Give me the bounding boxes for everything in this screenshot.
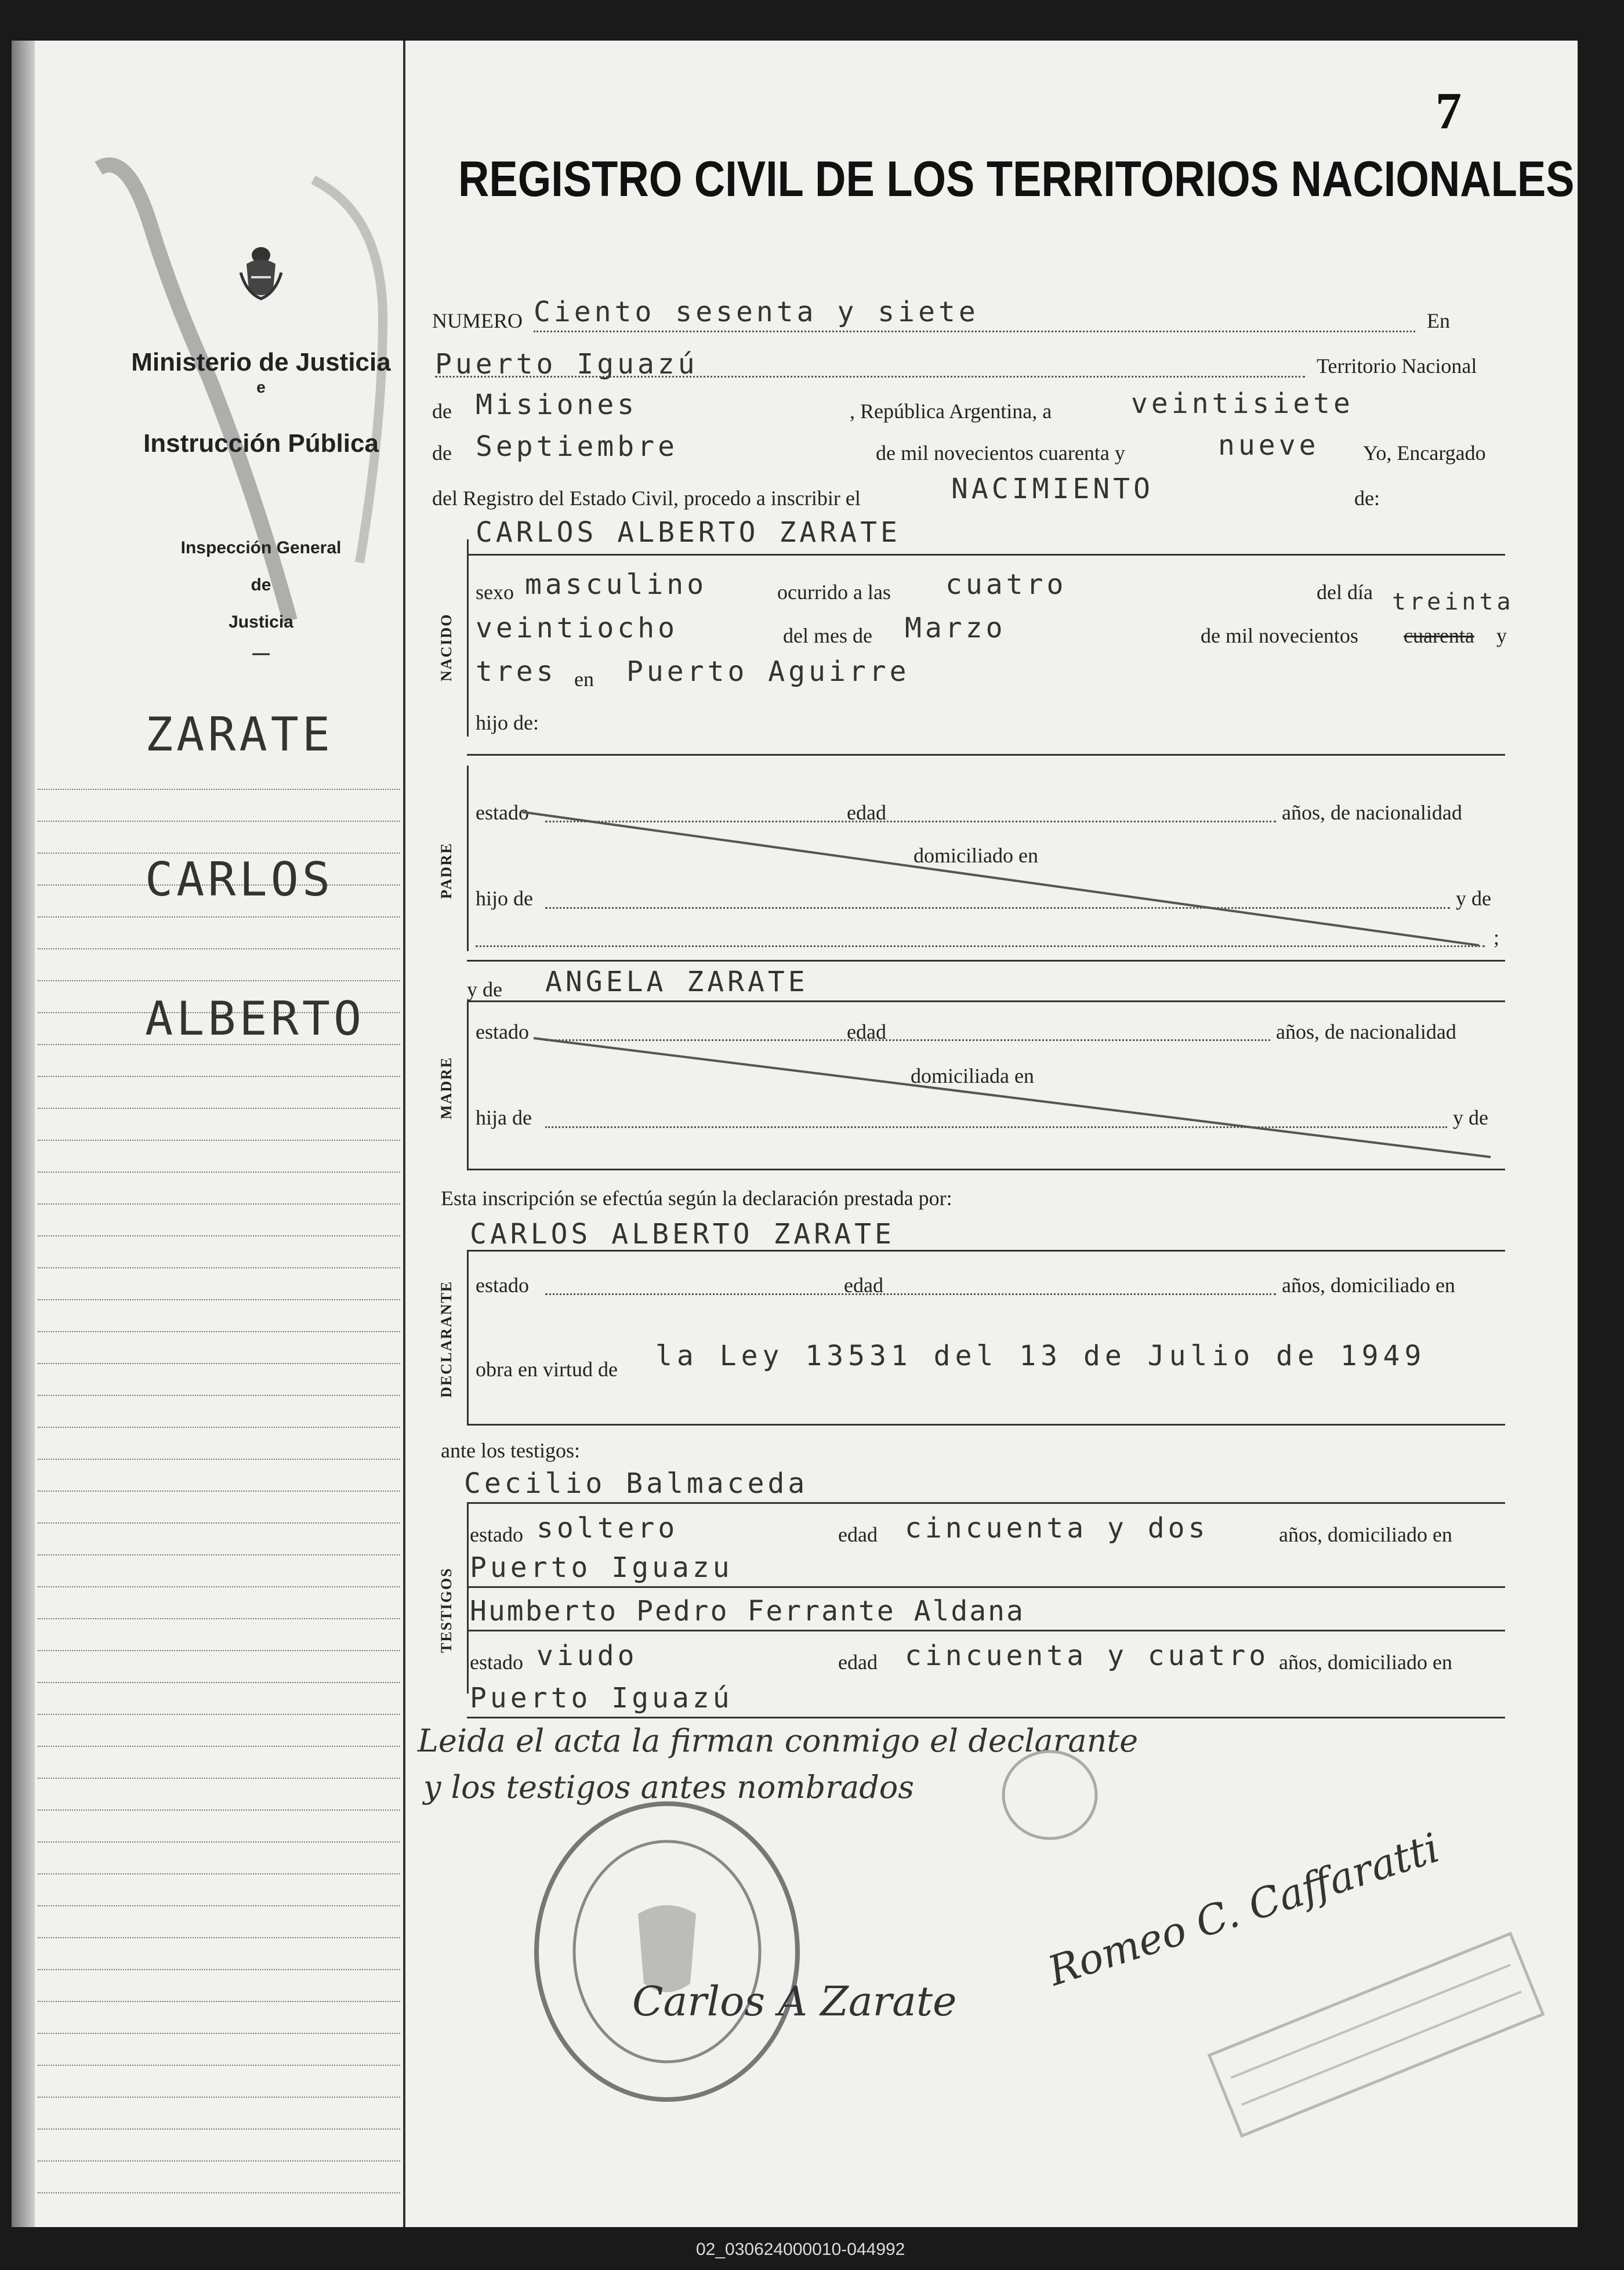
padre-hijo-label: hijo de [476, 887, 533, 910]
section-bracket [467, 1000, 469, 1169]
margin-rule [38, 1810, 400, 1811]
margin-rule [38, 2128, 400, 2130]
margin-rule [38, 2097, 400, 2098]
sexo-label: sexo [476, 581, 514, 604]
section-rule [467, 754, 1505, 756]
margin-rule [38, 1299, 400, 1300]
margin-rule [38, 2001, 400, 2002]
margin-rule [38, 948, 400, 949]
fill-line [534, 331, 1415, 332]
day-value: veintisiete [1131, 387, 1354, 420]
margin-rule [38, 1905, 400, 1906]
margin-rule [38, 1522, 400, 1524]
margin-rule [38, 1108, 400, 1109]
margin-rule [38, 1427, 400, 1428]
fill-line [545, 1293, 1276, 1295]
de2-label: de [432, 441, 452, 465]
section-rule [467, 554, 1505, 556]
w1-edad-label: edad [838, 1523, 878, 1546]
margin-rule [38, 1076, 400, 1077]
margin-rule [38, 980, 400, 981]
margin-rule [38, 1491, 400, 1492]
w2-estado-value: viudo [536, 1640, 638, 1672]
birth-year-value: tres [476, 655, 557, 688]
section-bracket [467, 1250, 469, 1424]
republica-label: , República Argentina, a [850, 400, 1052, 423]
territory-value: Misiones [476, 389, 638, 421]
section-rule [467, 1000, 1505, 1002]
margin-surname: ZARATE [145, 708, 334, 761]
register-page [12, 41, 1578, 2227]
margin-rule [38, 1363, 400, 1364]
section-rule [467, 1586, 1505, 1588]
madre-hija-label: hija de [476, 1106, 532, 1129]
margin-rule [38, 1778, 400, 1779]
book-binding [12, 41, 35, 2227]
mes-label: del mes de [783, 624, 872, 647]
de3-label: de: [1354, 487, 1380, 510]
margin-rule [38, 1618, 400, 1619]
margin-first-name: CARLOS [145, 853, 334, 906]
hijo-label: hijo de: [476, 711, 539, 734]
year-correction: treinta [1392, 589, 1514, 615]
padre-anios-label: años, de nacionalidad [1282, 801, 1462, 824]
w2-edad-label: edad [838, 1651, 878, 1674]
margin-rule [38, 1235, 400, 1236]
padre-y-de-label: y de [1456, 887, 1491, 910]
faint-seal [998, 1746, 1102, 1844]
birth-month-value: Marzo [905, 612, 1006, 644]
inspection-dash: — [252, 644, 270, 663]
declarante-edad-label: edad [844, 1274, 883, 1297]
numero-value: Ciento sesenta y siete [534, 296, 979, 328]
margin-rule [38, 2065, 400, 2066]
testigos-intro: ante los testigos: [441, 1439, 580, 1462]
ministry-e: e [256, 378, 266, 396]
w2-place: Puerto Iguazú [470, 1682, 733, 1714]
section-rule [467, 1717, 1505, 1718]
madre-y-de-label: y de [467, 978, 502, 1001]
madre-anios-label: años, de nacionalidad [1276, 1020, 1456, 1043]
madre-y-de2-label: y de [1453, 1106, 1488, 1129]
margin-rule [38, 1841, 400, 1843]
year-value: nueve [1218, 429, 1320, 462]
registry-seal [528, 1798, 806, 2105]
dia-label: del día [1317, 581, 1373, 604]
nacido-name: CARLOS ALBERTO ZARATE [476, 516, 901, 549]
birth-year-label: de mil novecientos [1201, 624, 1358, 647]
obra-label: obra en virtud de [476, 1358, 618, 1381]
act-value: NACIMIENTO [951, 473, 1154, 505]
margin-rule [38, 1172, 400, 1173]
padre-domiciliado-label: domiciliado en [913, 844, 1038, 867]
margin-rule [38, 789, 400, 790]
margin-rule [38, 1969, 400, 1970]
margin-second-name: ALBERTO [145, 992, 365, 1046]
margin-rule [38, 1746, 400, 1747]
ministry-line1: Ministerio de Justicia [131, 348, 391, 376]
struck-word: cuarenta [1404, 624, 1474, 647]
madre-name: ANGELA ZARATE [545, 966, 809, 998]
w2-name: Humberto Pedro Ferrante Aldana [470, 1595, 1025, 1627]
margin-rule [38, 1331, 400, 1332]
padre-edad-label: edad [847, 801, 886, 824]
margin-rule [38, 1554, 400, 1555]
month-value: Septiembre [476, 430, 678, 463]
year-label: de mil novecientos cuarenta y [876, 441, 1125, 465]
margin-divider [403, 41, 405, 2227]
official-stamp [1189, 1908, 1572, 2152]
testigos-section-label: TESTIGOS [438, 1567, 455, 1653]
section-rule [467, 1630, 1505, 1631]
section-rule [467, 1250, 1505, 1252]
section-rule [467, 1169, 1505, 1170]
closing-line1: Leida el acta la firman conmigo el declarante [418, 1723, 1139, 1759]
margin-rule [38, 916, 400, 918]
w1-estado-label: estado [470, 1523, 523, 1546]
declarante-estado-label: estado [476, 1274, 529, 1297]
sexo-value: masculino [525, 568, 708, 601]
section-rule [467, 1424, 1505, 1426]
birth-day-value: veintiocho [476, 612, 678, 644]
margin-rule [38, 2033, 400, 2034]
de-label: de [432, 400, 452, 423]
territorio-label: Territorio Nacional [1317, 354, 1477, 378]
registro-label: del Registro del Estado Civil, procedo a inscribir el [432, 487, 861, 510]
margin-rule [38, 2192, 400, 2193]
section-rule [467, 1502, 1505, 1504]
cancel-stroke [522, 800, 1508, 963]
inspection-line2: de [251, 575, 271, 594]
w1-place: Puerto Iguazu [470, 1551, 733, 1584]
w2-estado-label: estado [470, 1651, 523, 1674]
w2-edad-value: cincuenta y cuatro [905, 1640, 1270, 1672]
declarante-name: CARLOS ALBERTO ZARATE [470, 1218, 895, 1250]
w1-name: Cecilio Balmaceda [464, 1467, 809, 1500]
margin-rule [38, 1267, 400, 1268]
yo-label: Yo, Encargado [1363, 441, 1486, 465]
margin-rule [38, 821, 400, 822]
en-birth-label: en [574, 668, 594, 691]
section-bracket [467, 539, 469, 737]
madre-domiciliada-label: domiciliada en [911, 1064, 1034, 1087]
place-value: Puerto Iguazú [435, 348, 698, 380]
ministry-line2: Instrucción Pública [143, 429, 379, 458]
margin-rule [38, 1714, 400, 1715]
madre-edad-label: edad [847, 1020, 886, 1043]
birth-place-value: Puerto Aguirre [626, 655, 910, 688]
margin-rule [38, 1203, 400, 1205]
w2-anios-label: años, domiciliado en [1279, 1651, 1452, 1674]
declaracion-intro: Esta inscripción se efectúa según la declaración prestada por: [441, 1187, 952, 1210]
margin-rule [38, 1937, 400, 1938]
padre-section-label: PADRE [438, 842, 455, 899]
margin-rule [38, 2160, 400, 2162]
inspection-line3: Justicia [229, 612, 293, 632]
footer-code: 02_030624000010-044992 [696, 2240, 905, 2259]
y-label: y [1496, 624, 1507, 647]
inspection-line1: Inspección General [180, 538, 342, 557]
margin-rule [38, 1650, 400, 1651]
w1-estado-value: soltero [536, 1512, 679, 1544]
margin-rule [38, 1682, 400, 1683]
nacido-section-label: NACIDO [438, 613, 455, 681]
margin-rule [38, 1395, 400, 1396]
hour-value: cuatro [945, 568, 1067, 601]
padre-semicolon: ; [1494, 926, 1500, 949]
margin-rule [38, 1459, 400, 1460]
numero-label: NUMERO [432, 309, 523, 332]
madre-estado-label: estado [476, 1020, 529, 1043]
fill-line [435, 376, 1305, 378]
madre-section-label: MADRE [438, 1056, 455, 1119]
margin-rule [38, 1140, 400, 1141]
margin-rule [38, 1873, 400, 1874]
page-number: 7 [1436, 82, 1462, 140]
page-title: REGISTRO CIVIL DE LOS TERRITORIOS NACIONALES [458, 151, 1575, 207]
cancel-stroke [534, 1027, 1520, 1166]
margin-rule [38, 1586, 400, 1587]
signature-declarante: Carlos A Zarate [632, 1978, 957, 2025]
law-value: la Ley 13531 del 13 de Julio de 1949 [655, 1340, 1426, 1372]
padre-estado-label: estado [476, 801, 529, 824]
ocurrido-label: ocurrido a las [777, 581, 891, 604]
section-bracket [467, 1502, 469, 1694]
declarante-section-label: DECLARANTE [438, 1280, 455, 1398]
w1-edad-value: cincuenta y dos [905, 1512, 1209, 1544]
signature-officer: Romeo C. Caffaratti [1042, 1823, 1445, 1995]
declarante-anios-label: años, domiciliado en [1282, 1274, 1455, 1297]
w1-anios-label: años, domiciliado en [1279, 1523, 1452, 1546]
section-bracket [467, 766, 469, 951]
closing-line2: y los testigos antes nombrados [423, 1769, 914, 1805]
en-label: En [1427, 309, 1450, 332]
section-rule [467, 960, 1505, 962]
